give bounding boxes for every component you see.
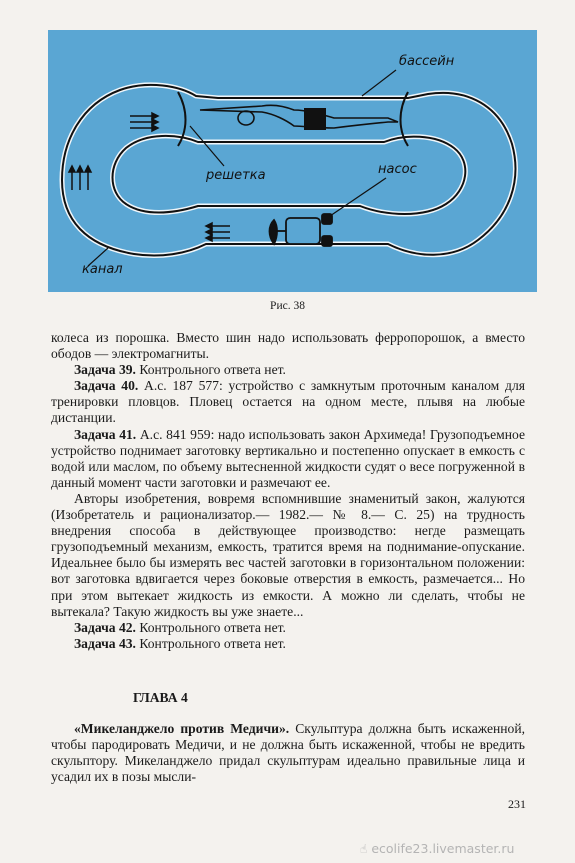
figure-caption: Рис. 38: [270, 300, 305, 312]
chapter-text: [51, 721, 525, 785]
pool-diagram-drawing: [48, 30, 537, 292]
task-42-text: Контрольного ответа нет.: [135, 619, 286, 635]
paragraph-task-42: [51, 620, 525, 636]
task-41-heading: Задача 41.: [74, 426, 137, 442]
task-40-heading: Задача 40.: [74, 378, 139, 394]
watermark: [360, 841, 514, 856]
figure-pool-diagram: [48, 30, 537, 292]
watermark-text: ecolife23.livemaster.ru: [371, 841, 515, 856]
hand-icon: ☝: [360, 842, 368, 856]
label-pool: бассейн: [399, 54, 455, 69]
paragraph-task-43: [51, 636, 525, 652]
page-number: 231: [508, 797, 526, 811]
task-43-text: Контрольного ответа нет.: [135, 635, 286, 651]
chapter-title: ГЛАВА 4: [133, 690, 188, 705]
paragraph-authors: Авторы изобретения, вовремя вспомнившие знаменитый закон, жалуются (Изобретатель и рационализатор.— 1982.— № 8.— С. 25) на трудность внедрения способа в действующее производство: негде размещать грузоподъемный механизм, емкость, тратится время на поднимание-опускание. Идеальнее было бы измерять вес частей заготовки в горизонтальном положении: вот заготовка вдвигается через боковые отверстия в емкость, размечается... Но при этом вытекает жидкость из емкости. А можно ли сделать, чтобы не вытекала? Такую жидкость вы уже знаете...: [51, 490, 525, 619]
paragraph-michelangelo: [51, 721, 525, 785]
task-42-heading: Задача 42.: [74, 619, 136, 635]
michelangelo-heading: «Микеланджело против Медичи».: [74, 721, 290, 736]
task-40-text: А.с. 187 577: устройство с замкнутым проточным каналом для тренировки пловцов. Пловец остается на одном месте, плывя на любые дистанции.: [51, 378, 525, 426]
leader-pool: [362, 70, 396, 96]
label-grate: решетка: [206, 168, 266, 183]
task-39-text: Контрольного ответа нет.: [135, 362, 286, 378]
label-pump: насос: [378, 162, 417, 177]
flow-arrows-top: [130, 113, 158, 131]
flow-arrows-left: [69, 166, 91, 190]
task-43-heading: Задача 43.: [74, 635, 136, 651]
task-39-heading: Задача 39.: [74, 362, 136, 378]
flow-arrows-bottom: [206, 223, 230, 241]
paragraph-task-39: [51, 362, 525, 378]
paragraph-task-40: [51, 378, 525, 426]
michelangelo-text: Скульптура должна быть искаженной, чтобы пародировать Медичи, и не должна быть искаженной, чтобы не вредить скульптору. Микеланджело придал скульптурам идеально правильные лица и усадил их в позы мысли-: [51, 721, 525, 785]
paragraph-continuation: колеса из порошка. Вместо шин надо использовать ферропорошок, а вместо ободов — электромагниты.: [51, 330, 525, 362]
task-41-text: А.с. 841 959: надо использовать закон Архимеда! Грузоподъемное устройство поднимает заготовку вертикально и постепенно опускает в емкость с водой или маслом, по объему вытесненной жидкости судят о весе погруженной в данный момент части заготовки и размечают ее.: [51, 426, 525, 490]
paragraph-task-41: [51, 427, 525, 491]
swimmer-trunks: [304, 108, 326, 130]
label-channel: канал: [82, 262, 123, 277]
body-text: [51, 330, 525, 652]
